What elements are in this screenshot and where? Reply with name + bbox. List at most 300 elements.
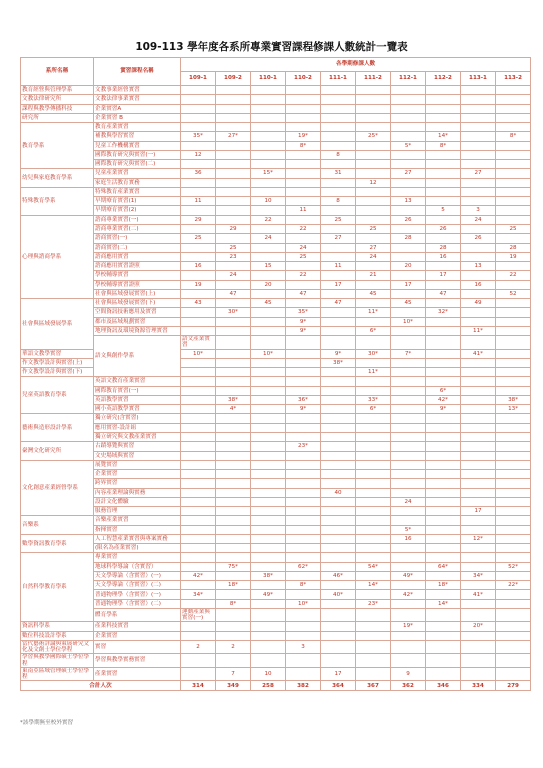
count-cell — [181, 442, 216, 451]
count-cell — [496, 423, 531, 432]
count-cell — [356, 234, 391, 243]
count-cell: 75* — [216, 562, 251, 571]
dept-cell: 藝術與造形設計學系 — [21, 414, 94, 442]
count-cell — [216, 451, 251, 460]
count-cell — [426, 544, 461, 553]
count-cell: 10* — [251, 349, 286, 358]
count-cell — [181, 544, 216, 553]
count-cell — [286, 178, 321, 187]
count-cell: 10* — [286, 599, 321, 608]
table-row — [21, 377, 531, 386]
dept-cell: 幼兒與家庭教育學系 — [21, 169, 94, 188]
count-cell — [426, 299, 461, 308]
count-cell — [426, 667, 461, 680]
course-cell: 補教與學習實習 — [94, 132, 181, 141]
count-cell: 47 — [426, 289, 461, 298]
count-cell — [321, 243, 356, 252]
count-cell — [216, 525, 251, 534]
count-cell — [426, 262, 461, 271]
count-cell — [286, 113, 321, 122]
count-cell — [286, 150, 321, 159]
course-cell: 諮商專業實習(一) — [94, 215, 181, 224]
count-cell: 9* — [286, 405, 321, 414]
count-cell — [216, 470, 251, 479]
count-cell: 22 — [286, 224, 321, 233]
count-cell — [391, 432, 426, 441]
course-cell: 實習 — [94, 640, 181, 653]
count-cell: 28 — [426, 243, 461, 252]
count-cell — [496, 631, 531, 640]
count-cell — [496, 95, 531, 104]
count-cell — [321, 336, 356, 349]
count-cell — [321, 289, 356, 298]
count-cell — [181, 553, 216, 562]
count-cell — [181, 113, 216, 122]
count-cell — [286, 460, 321, 469]
count-cell: 25 — [216, 243, 251, 252]
count-cell — [321, 562, 356, 571]
table-row — [21, 451, 531, 460]
count-cell — [356, 516, 391, 525]
count-cell: 12* — [461, 534, 496, 543]
count-cell — [496, 377, 531, 386]
count-cell — [496, 178, 531, 187]
course-cell: 地理資訊及環境資源管理實習 — [94, 326, 181, 335]
count-cell — [356, 197, 391, 206]
count-cell — [461, 432, 496, 441]
count-cell — [496, 104, 531, 113]
count-cell — [286, 358, 321, 367]
count-cell — [216, 349, 251, 358]
count-cell — [321, 414, 356, 423]
count-cell — [461, 451, 496, 460]
count-cell — [461, 187, 496, 196]
count-cell — [216, 590, 251, 599]
count-cell — [391, 150, 426, 159]
course-cell: 空間資訊技術應用及實習 — [94, 308, 181, 317]
count-cell — [426, 336, 461, 349]
count-cell: 15* — [251, 169, 286, 178]
count-cell — [216, 336, 251, 349]
count-cell — [216, 534, 251, 543]
count-cell — [391, 654, 426, 667]
count-cell — [181, 395, 216, 404]
count-cell: 62* — [286, 562, 321, 571]
count-cell — [356, 262, 391, 271]
count-cell — [216, 553, 251, 562]
count-cell — [321, 631, 356, 640]
table-row — [21, 132, 531, 141]
table-row — [21, 336, 531, 349]
count-cell — [251, 423, 286, 432]
count-cell: 3 — [286, 640, 321, 653]
count-cell — [356, 451, 391, 460]
count-cell: 23 — [216, 252, 251, 261]
count-cell — [321, 451, 356, 460]
count-cell — [426, 479, 461, 488]
table-row — [21, 289, 531, 298]
count-cell — [321, 423, 356, 432]
table-row — [21, 169, 531, 178]
course-cell: 諮商實習(二) — [94, 243, 181, 252]
dept-cell: 當代藝術評論與策展研究文化及文創士學位學程 — [21, 640, 94, 653]
count-cell: 12 — [356, 178, 391, 187]
table-row — [21, 525, 531, 534]
count-cell — [286, 622, 321, 631]
count-cell: 24 — [461, 215, 496, 224]
total-cell: 364 — [321, 681, 356, 691]
count-cell — [426, 640, 461, 653]
count-cell: 2 — [181, 640, 216, 653]
count-cell — [181, 405, 216, 414]
count-cell: 10 — [251, 197, 286, 206]
count-cell — [251, 95, 286, 104]
count-cell: 27 — [321, 234, 356, 243]
count-cell: 24 — [286, 243, 321, 252]
course-cell: 華語文教學實習 — [21, 349, 94, 358]
count-cell — [356, 150, 391, 159]
count-cell — [251, 395, 286, 404]
count-cell: 27* — [216, 132, 251, 141]
count-cell — [391, 488, 426, 497]
count-cell — [251, 525, 286, 534]
count-cell — [181, 654, 216, 667]
count-cell — [461, 95, 496, 104]
table-row — [21, 609, 531, 622]
count-cell — [251, 206, 286, 215]
count-cell: 45 — [391, 299, 426, 308]
course-cell: 教育產業實習 — [94, 123, 181, 132]
count-cell: 25 — [356, 224, 391, 233]
count-cell: 22 — [251, 215, 286, 224]
count-cell — [391, 553, 426, 562]
count-cell — [181, 252, 216, 261]
table-row — [21, 234, 531, 243]
count-cell — [496, 169, 531, 178]
count-cell — [426, 104, 461, 113]
count-cell — [286, 631, 321, 640]
count-cell — [496, 414, 531, 423]
count-cell — [251, 516, 286, 525]
count-cell: 40* — [321, 590, 356, 599]
header-term: 113-1 — [461, 72, 496, 86]
count-cell — [391, 132, 426, 141]
count-cell — [356, 187, 391, 196]
total-cell: 346 — [426, 681, 461, 691]
count-cell — [426, 470, 461, 479]
count-cell — [496, 497, 531, 506]
header-course: 實習課程名稱 — [94, 58, 181, 86]
course-cell: 國際教育研究與實習(一) — [94, 150, 181, 159]
count-cell — [426, 507, 461, 516]
count-cell — [286, 123, 321, 132]
count-cell: 4* — [216, 405, 251, 414]
count-cell — [321, 132, 356, 141]
count-cell: 54* — [356, 562, 391, 571]
count-cell — [496, 197, 531, 206]
count-cell — [461, 442, 496, 451]
count-cell: 7* — [391, 349, 426, 358]
count-cell — [181, 317, 216, 326]
count-cell: 10* — [181, 349, 216, 358]
total-cell: 258 — [251, 681, 286, 691]
header-term: 113-2 — [496, 72, 531, 86]
table-row — [21, 460, 531, 469]
count-cell — [251, 581, 286, 590]
total-label: 合計人次 — [21, 681, 181, 691]
count-cell — [286, 386, 321, 395]
count-cell — [496, 470, 531, 479]
count-cell: 25 — [181, 234, 216, 243]
course-cell: 企業實習 B — [94, 113, 181, 122]
count-cell — [356, 104, 391, 113]
count-cell — [356, 609, 391, 622]
count-cell — [426, 377, 461, 386]
course-cell: 諮商實習(一) — [94, 234, 181, 243]
table-row — [21, 562, 531, 571]
count-cell — [286, 160, 321, 169]
count-cell — [356, 488, 391, 497]
count-cell — [286, 525, 321, 534]
count-cell — [321, 178, 356, 187]
count-cell — [286, 497, 321, 506]
count-cell — [286, 86, 321, 95]
course-cell: 服務管理 — [94, 507, 181, 516]
count-cell — [461, 479, 496, 488]
count-cell: 11* — [356, 368, 391, 377]
count-cell — [461, 654, 496, 667]
count-cell: 24 — [251, 234, 286, 243]
dept-cell: 學習與教學國際碩士學位學程 — [21, 654, 94, 667]
count-cell — [391, 544, 426, 553]
header-term: 112-2 — [426, 72, 461, 86]
count-cell — [286, 368, 321, 377]
count-cell — [356, 280, 391, 289]
count-cell: 25 — [321, 215, 356, 224]
count-cell — [496, 599, 531, 608]
count-cell — [356, 470, 391, 479]
count-cell — [251, 104, 286, 113]
count-cell: 41* — [461, 590, 496, 599]
count-cell — [181, 326, 216, 335]
count-cell: 42* — [426, 395, 461, 404]
count-cell — [321, 224, 356, 233]
count-cell: 24 — [356, 252, 391, 261]
count-cell — [286, 488, 321, 497]
course-cell: 音樂產業實習 — [94, 516, 181, 525]
count-cell: 14* — [426, 132, 461, 141]
count-cell — [391, 271, 426, 280]
count-cell — [356, 432, 391, 441]
count-cell — [426, 317, 461, 326]
count-cell — [216, 497, 251, 506]
count-cell — [181, 497, 216, 506]
course-cell: (限名為產業實習) — [94, 544, 181, 553]
course-cell: 兒童工作機構實習 — [94, 141, 181, 150]
count-cell: 8* — [426, 141, 461, 150]
count-cell: 25* — [356, 132, 391, 141]
count-cell — [391, 640, 426, 653]
count-cell — [496, 150, 531, 159]
table-row — [21, 206, 531, 215]
page-title: 109-113 學年度各系所專業實習課程修課人數統計一覽表 — [135, 41, 408, 53]
count-cell — [286, 534, 321, 543]
count-cell — [426, 497, 461, 506]
count-cell — [496, 544, 531, 553]
count-cell — [356, 479, 391, 488]
count-cell — [286, 104, 321, 113]
table-row — [21, 326, 531, 335]
count-cell — [426, 622, 461, 631]
count-cell — [286, 516, 321, 525]
count-cell — [181, 507, 216, 516]
table-row — [21, 141, 531, 150]
count-cell — [181, 289, 216, 298]
count-cell — [461, 516, 496, 525]
count-cell — [321, 442, 356, 451]
count-cell: 45 — [251, 299, 286, 308]
count-cell — [251, 609, 286, 622]
count-cell — [216, 150, 251, 159]
count-cell — [181, 368, 216, 377]
count-cell — [461, 150, 496, 159]
table-row — [21, 262, 531, 271]
count-cell — [426, 534, 461, 543]
count-cell — [181, 377, 216, 386]
course-cell: 指揮實習 — [94, 525, 181, 534]
count-cell — [286, 423, 321, 432]
count-cell: 10 — [251, 667, 286, 680]
count-cell — [216, 169, 251, 178]
count-cell — [321, 553, 356, 562]
count-cell — [251, 479, 286, 488]
table-row — [21, 553, 531, 562]
count-cell — [286, 544, 321, 553]
count-cell: 42* — [181, 571, 216, 580]
count-cell: 17 — [426, 271, 461, 280]
count-cell — [461, 599, 496, 608]
table-row — [21, 86, 531, 95]
count-cell — [496, 507, 531, 516]
count-cell: 46* — [321, 571, 356, 580]
count-cell — [461, 113, 496, 122]
count-cell: 17 — [321, 280, 356, 289]
count-cell: 2 — [216, 640, 251, 653]
count-cell — [216, 123, 251, 132]
count-cell — [286, 479, 321, 488]
count-cell — [496, 432, 531, 441]
count-cell — [461, 386, 496, 395]
count-cell — [181, 516, 216, 525]
count-cell — [391, 423, 426, 432]
count-cell — [286, 414, 321, 423]
header-dept: 系所名稱 — [21, 58, 94, 86]
count-cell: 9* — [321, 349, 356, 358]
count-cell — [321, 405, 356, 414]
count-cell — [216, 197, 251, 206]
count-cell — [216, 377, 251, 386]
count-cell: 43 — [181, 299, 216, 308]
course-cell: 早期療育實習(2) — [94, 206, 181, 215]
count-cell — [356, 571, 391, 580]
count-cell — [216, 104, 251, 113]
course-cell: 古蹟導覽與實習 — [94, 442, 181, 451]
count-cell — [286, 262, 321, 271]
count-cell — [356, 534, 391, 543]
count-cell: 9* — [426, 405, 461, 414]
count-cell — [461, 252, 496, 261]
count-cell: 47 — [286, 289, 321, 298]
count-cell — [216, 86, 251, 95]
count-cell: 19 — [181, 280, 216, 289]
table-row — [21, 317, 531, 326]
count-cell — [496, 234, 531, 243]
count-cell — [216, 141, 251, 150]
count-cell — [181, 187, 216, 196]
count-cell — [251, 470, 286, 479]
count-cell: 38* — [216, 395, 251, 404]
count-cell — [216, 358, 251, 367]
count-cell — [181, 667, 216, 680]
count-cell — [286, 553, 321, 562]
count-cell — [426, 326, 461, 335]
dept-cell: 教育經營與管理學系 — [21, 86, 94, 95]
count-cell — [461, 243, 496, 252]
count-cell: 33* — [356, 395, 391, 404]
count-cell: 21 — [356, 271, 391, 280]
count-cell — [321, 525, 356, 534]
table-row — [21, 622, 531, 631]
course-cell: 地球科學導論（含實習） — [94, 562, 181, 571]
table-row — [21, 470, 531, 479]
count-cell: 29 — [181, 215, 216, 224]
count-cell — [496, 525, 531, 534]
course-cell: 家庭生活教育實務 — [94, 178, 181, 187]
count-cell — [391, 451, 426, 460]
count-cell — [181, 525, 216, 534]
count-cell — [461, 525, 496, 534]
count-cell — [181, 479, 216, 488]
count-cell — [356, 299, 391, 308]
count-cell: 9* — [286, 326, 321, 335]
count-cell — [426, 423, 461, 432]
count-cell: 64* — [426, 562, 461, 571]
course-cell: 獨立研究(含實習) — [94, 414, 181, 423]
table-row — [21, 590, 531, 599]
count-cell — [461, 104, 496, 113]
count-cell — [391, 581, 426, 590]
count-cell: 36 — [181, 169, 216, 178]
count-cell: 32* — [426, 308, 461, 317]
count-cell — [496, 206, 531, 215]
count-cell — [216, 178, 251, 187]
count-cell — [216, 113, 251, 122]
count-cell — [286, 507, 321, 516]
count-cell — [426, 414, 461, 423]
count-cell — [426, 160, 461, 169]
course-cell: 國際教育實習(一) — [94, 386, 181, 395]
count-cell — [321, 395, 356, 404]
count-cell — [251, 160, 286, 169]
count-cell — [356, 317, 391, 326]
count-cell — [251, 405, 286, 414]
count-cell — [426, 590, 461, 599]
count-cell — [251, 414, 286, 423]
dept-cell: 特殊教育學系 — [21, 187, 94, 215]
count-cell — [216, 95, 251, 104]
count-cell — [496, 479, 531, 488]
count-cell — [356, 667, 391, 680]
